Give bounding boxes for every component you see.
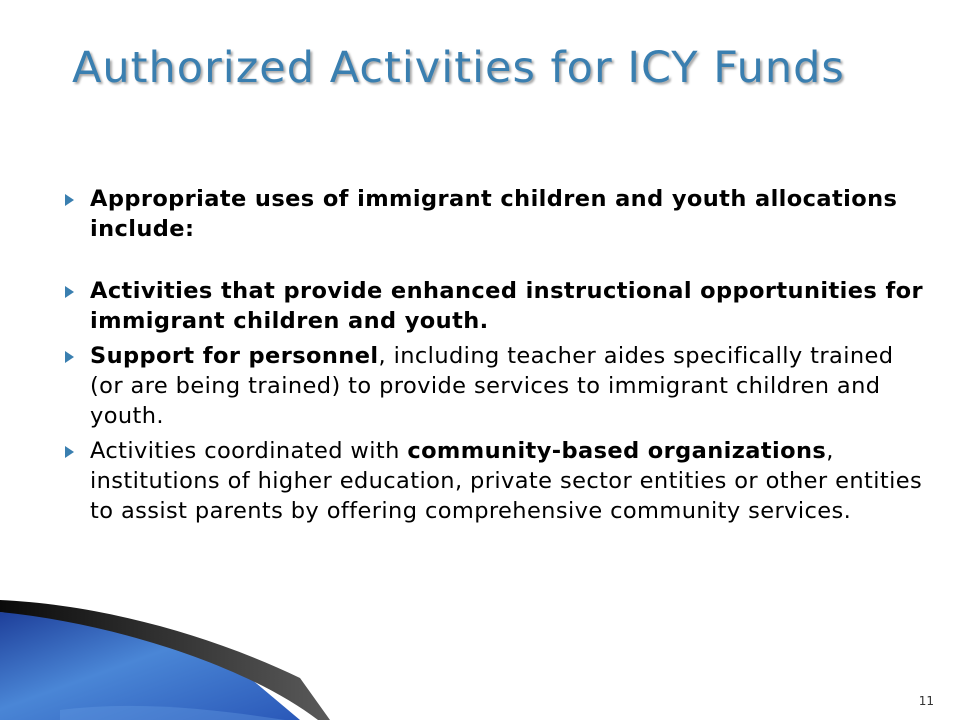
bullet-text: Appropriate uses of immigrant children and youth allocations include: (90, 186, 898, 242)
right-triangle-arrow-icon (62, 193, 76, 207)
bullet-item (62, 341, 932, 431)
slide-title: Authorized Activities for ICY Funds (72, 43, 845, 93)
right-triangle-arrow-icon (62, 285, 76, 299)
bullet-text: , including teacher aides specifically trained (or are being trained) to provide services to immigrant children and youth. (90, 343, 894, 429)
bullet-item (62, 184, 932, 244)
right-triangle-arrow-icon (62, 350, 76, 364)
bullet-list (62, 184, 932, 526)
corner-swoosh-decoration (0, 560, 420, 720)
right-triangle-arrow-icon (62, 445, 76, 459)
bullet-text: Activities coordinated with (90, 438, 408, 464)
bullet-item (62, 276, 932, 336)
bullet-text: , institutions of higher education, private sector entities or other entities to assist parents by offering comprehensive community services. (90, 438, 923, 524)
bullet-text: Activities that provide enhanced instructional opportunities for immigrant children and youth. (90, 278, 923, 334)
bullet-text-bold: community-based organizations (407, 438, 827, 464)
page-number: 11 (918, 694, 934, 708)
bullet-text-bold: Support for personnel (90, 343, 379, 369)
bullet-item (62, 436, 932, 526)
